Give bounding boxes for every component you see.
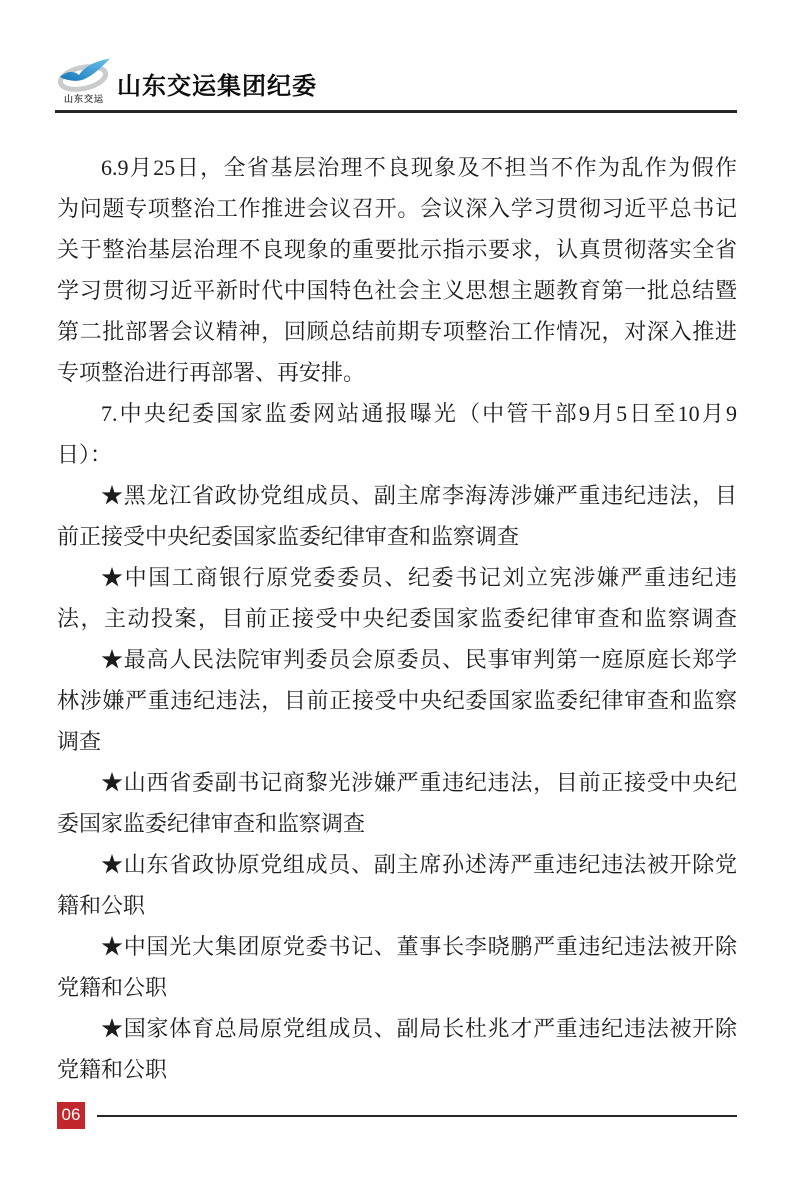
text-line-p7-2: 籍和公职: [57, 893, 146, 918]
footer-divider: [97, 1115, 737, 1117]
text-line-p8-1: ★中国光大集团原党委书记、董事长李晓鹏严重违纪违法被开除: [101, 934, 737, 959]
document-body: [57, 147, 737, 1090]
text-line-p5-2: 林涉嫌严重违纪违法，目前正接受中央纪委国家监委纪律审查和监察: [57, 688, 737, 713]
text-line-p8-2: 党籍和公职: [57, 975, 168, 1000]
text-line-p1-3: 关于整治基层治理不良现象的重要批示指示要求，认真贯彻落实全省: [57, 237, 737, 262]
page-footer: [57, 1102, 737, 1129]
text-line-p3-2: 前正接受中央纪委国家监委纪律审查和监察调查: [57, 524, 520, 549]
text-line-p1-1: 6.9月25日，全省基层治理不良现象及不担当不作为乱作为假作: [101, 155, 737, 180]
logo-caption: 山东交运: [63, 94, 104, 104]
text-line-p4-2: 法，主动投案，目前正接受中央纪委国家监委纪律审查和监察调查: [57, 606, 737, 631]
text-line-p2-1: 7.中央纪委国家监委网站通报曝光（中管干部9月5日至10月9: [101, 401, 737, 426]
header-divider: [55, 110, 737, 113]
bird-swoosh-logo-icon: [57, 58, 112, 94]
text-line-p3-1: ★黑龙江省政协党组成员、副主席李海涛涉嫌严重违纪违法，目: [101, 483, 737, 508]
text-line-p5-3: 调查: [57, 729, 102, 754]
brand-block: [55, 58, 737, 104]
text-line-p9-1: ★国家体育总局原党组成员、副局长杜兆才严重违纪违法被开除: [101, 1016, 737, 1041]
text-line-p1-2: 为问题专项整治工作推进会议召开。会议深入学习贯彻习近平总书记: [57, 196, 737, 221]
company-logo: [55, 58, 113, 104]
text-line-p4-1: ★中国工商银行原党委委员、纪委书记刘立宪涉嫌严重违纪违: [101, 565, 737, 590]
text-line-p9-2: 党籍和公职: [57, 1057, 168, 1082]
text-line-p1-6: 专项整治进行再部署、再安排。: [57, 360, 366, 385]
text-line-p7-1: ★山东省政协原党组成员、副主席孙述涛严重违纪违法被开除党: [101, 852, 737, 877]
page-number-badge: 06: [57, 1102, 85, 1129]
text-line-p1-5: 第二批部署会议精神，回顾总结前期专项整治工作情况，对深入推进: [57, 319, 737, 344]
text-line-p6-1: ★山西省委副书记商黎光涉嫌严重违纪违法，目前正接受中央纪: [101, 770, 737, 795]
text-line-p1-4: 学习贯彻习近平新时代中国特色社会主义思想主题教育第一批总结暨: [57, 278, 737, 303]
text-line-p5-1: ★最高人民法院审判委员会原委员、民事审判第一庭原庭长郑学: [101, 647, 737, 672]
text-line-p2-2: 日）：: [57, 442, 113, 467]
page-title: 山东交运集团纪委: [117, 73, 317, 100]
page-header: [55, 58, 737, 113]
text-line-p6-2: 委国家监委纪律审查和监察调查: [57, 811, 366, 836]
